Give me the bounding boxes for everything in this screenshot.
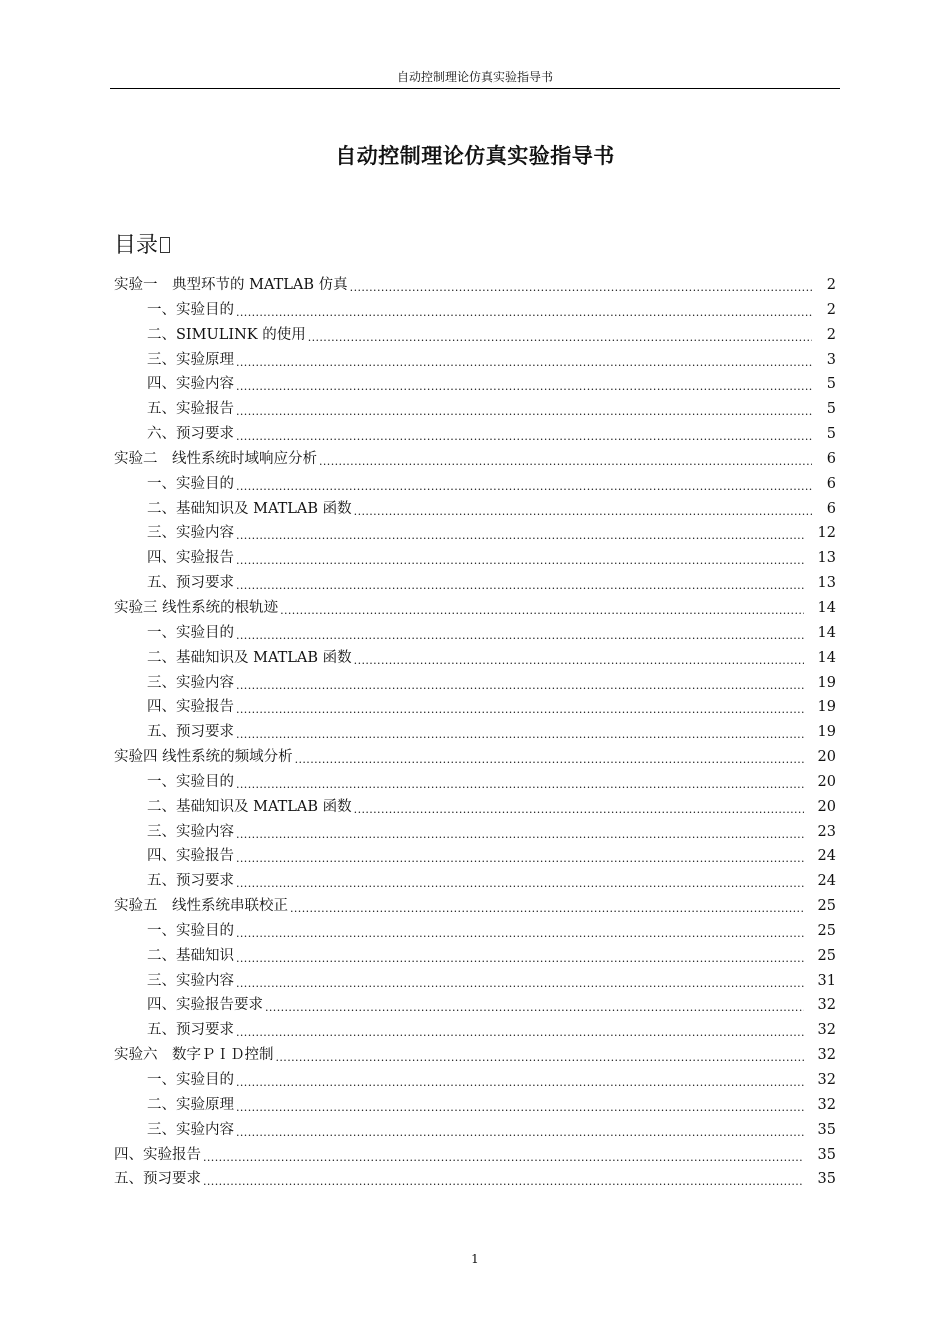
toc-leader-dots [236,403,812,419]
toc-entry-page: 5 [826,376,836,393]
toc-entry-page: 32 [817,1047,836,1064]
toc-entry-title: 四、实验报告要求 [147,997,263,1014]
toc-heading-text: 目录 [114,233,159,258]
toc-subentry[interactable] [114,298,836,323]
toc-leader-dots [236,1124,804,1140]
toc-entry-title: 二、基础知识及 MATLAB 函数 [147,798,352,815]
toc-entry-page: 35 [817,1121,836,1138]
toc-entry-page: 35 [817,1171,836,1188]
toc-leader-dots [276,1049,805,1065]
toc-entry-page: 19 [817,699,836,716]
toc-entry-page: 5 [826,401,836,418]
toc-subentry[interactable] [114,646,836,671]
toc-entry-page: 20 [817,773,836,790]
toc-entry-page: 31 [817,972,836,989]
toc-leader-dots [290,900,804,916]
toc-subentry[interactable] [114,348,836,373]
toc-leader-dots [236,1024,804,1040]
toc-entry-title: 五、预习要求 [147,873,234,890]
toc-entry-page: 25 [817,922,836,939]
toc-subentry[interactable] [114,521,836,546]
toc-entry[interactable] [114,596,836,621]
toc-entry-title: 二、基础知识及 MATLAB 函数 [147,649,352,666]
toc-entry-title: 实验五 线性系统串联校正 [114,898,288,915]
toc-entry-page: 6 [826,475,836,492]
toc-subentry[interactable] [114,720,836,745]
toc-leader-dots [203,1149,804,1165]
toc-entry-title: 四、实验报告 [147,848,234,865]
toc-leader-dots [236,826,804,842]
toc-entry[interactable] [114,273,836,298]
toc-entry[interactable] [114,894,836,919]
toc-leader-dots [236,627,804,643]
toc-entry-page: 3 [826,351,836,368]
toc-entry-title: 二、基础知识 [147,947,234,964]
toc-subentry[interactable] [114,571,836,596]
toc-leader-dots [236,701,804,717]
toc-entry-page: 24 [817,848,836,865]
toc-entry-title: 二、基础知识及 MATLAB 函数 [147,500,352,517]
toc-leader-dots [236,378,812,394]
toc-leader-dots [236,478,812,494]
toc-leader-dots [236,1074,804,1090]
toc-subentry[interactable] [114,1118,836,1143]
toc-entry-title: 一、实验目的 [147,1072,234,1088]
toc-subentry[interactable] [114,919,836,944]
toc-entry-page: 14 [817,624,836,641]
toc-entry-page: 13 [817,575,836,592]
toc-leader-dots [236,577,804,593]
toc-entry-title: 二、实验原理 [147,1096,234,1113]
toc-subentry[interactable] [114,820,836,845]
toc-subentry[interactable] [114,621,836,646]
toc-subentry[interactable] [114,844,836,869]
toc-leader-dots [236,726,804,742]
toc-entry-page: 25 [817,947,836,964]
toc-entry-title: 三、实验内容 [147,972,234,989]
toc-entry-title: 五、预习要求 [147,1022,234,1039]
toc-entry-page: 32 [817,1022,836,1039]
toc-entry-title: 六、预习要求 [147,426,234,443]
toc-entry-title: 五、预习要求 [114,1171,201,1188]
toc-entry-page: 25 [817,898,836,915]
toc-subentry[interactable] [114,372,836,397]
toc-subentry[interactable] [114,944,836,969]
toc-entry-title: 实验六 数字ＰＩＤ控制 [114,1047,274,1064]
toc-entry-page: 6 [826,500,836,517]
toc-leader-dots [280,602,804,618]
toc-entry-title: 二、SIMULINK 的使用 [147,326,306,343]
toc-leader-dots [265,999,804,1015]
toc-entry-page: 5 [826,426,836,443]
toc-entry-page: 32 [817,1096,836,1113]
table-of-contents [114,273,836,1192]
toc-leader-dots [236,304,812,320]
toc-entry[interactable] [114,1167,836,1192]
toc-subentry[interactable] [114,472,836,497]
toc-leader-dots [350,279,812,295]
toc-leader-dots [295,751,804,767]
toc-leader-dots [236,925,804,941]
toc-entry[interactable] [114,1143,836,1168]
toc-entry-page: 6 [826,450,836,467]
toc-entry-title: 五、预习要求 [147,575,234,592]
toc-entry-title: 一、实验目的 [147,624,234,641]
toc-entry-title: 三、实验内容 [147,674,234,691]
toc-entry-page: 2 [826,277,836,293]
toc-leader-dots [236,354,812,370]
toc-subentry[interactable] [114,969,836,994]
toc-entry-title: 三、实验原理 [147,351,234,368]
toc-subentry[interactable] [114,671,836,696]
toc-entry-title: 一、实验目的 [147,922,234,939]
toc-entry-title: 一、实验目的 [147,301,234,318]
running-header: 自动控制理论仿真实验指导书 [110,68,840,89]
toc-subentry[interactable] [114,1068,836,1093]
toc-entry-page: 20 [817,798,836,815]
toc-entry-page: 19 [817,724,836,741]
toc-subentry[interactable] [114,770,836,795]
toc-entry-page: 20 [817,749,836,766]
toc-entry-title: 五、实验报告 [147,401,234,418]
toc-entry-title: 四、实验报告 [147,550,234,567]
toc-entry-page: 23 [817,823,836,840]
toc-entry-title: 四、实验报告 [114,1146,201,1163]
page-number: 1 [471,1252,479,1266]
document-title: 自动控制理论仿真实验指导书 [335,144,615,168]
toc-entry-page: 2 [826,301,836,318]
toc-entry-title: 实验四 线性系统的频域分析 [114,749,293,766]
toc-subentry[interactable] [114,422,836,447]
toc-entry[interactable] [114,745,836,770]
toc-leader-dots [236,552,804,568]
toc-subentry[interactable] [114,1093,836,1118]
toc-entry-page: 24 [817,873,836,890]
toc-entry-page: 2 [826,326,836,343]
toc-entry-title: 实验一 典型环节的 MATLAB 仿真 [114,277,348,293]
toc-entry-title: 四、实验报告 [147,699,234,716]
toc-subentry[interactable] [114,1018,836,1043]
toc-entry-page: 32 [817,997,836,1014]
toc-leader-dots [236,975,804,991]
toc-subentry[interactable] [114,323,836,348]
toc-entry-page: 13 [817,550,836,567]
toc-entry-title: 三、实验内容 [147,1121,234,1138]
toc-leader-dots [354,503,812,519]
toc-entry[interactable] [114,447,836,472]
toc-entry-page: 32 [817,1072,836,1088]
toc-entry-title: 五、预习要求 [147,724,234,741]
toc-entry-page: 14 [817,649,836,666]
toc-entry-title: 一、实验目的 [147,773,234,790]
toc-leader-dots [236,677,804,693]
toc-subentry[interactable] [114,993,836,1018]
toc-leader-dots [236,776,804,792]
toc-entry-title: 实验三 线性系统的根轨迹 [114,599,279,616]
toc-subentry[interactable] [114,869,836,894]
toc-leader-dots [319,453,812,469]
toc-entry-page: 14 [817,599,836,616]
toc-entry-title: 三、实验内容 [147,823,234,840]
toc-subentry[interactable] [114,497,836,522]
toc-leader-dots [236,428,812,444]
toc-subentry[interactable] [114,546,836,571]
toc-leader-dots [236,1099,804,1115]
toc-entry[interactable] [114,1043,836,1068]
toc-entry-title: 四、实验内容 [147,376,234,393]
toc-entry-title: 实验二 线性系统时域响应分析 [114,450,317,467]
toc-leader-dots [236,950,804,966]
toc-leader-dots [236,850,804,866]
toc-subentry[interactable] [114,397,836,422]
toc-entry-page: 19 [817,674,836,691]
missing-glyph-icon [160,237,170,253]
toc-entry-title: 三、实验内容 [147,525,234,542]
toc-leader-dots [203,1173,804,1189]
toc-leader-dots [354,801,804,817]
toc-subentry[interactable] [114,795,836,820]
toc-entry-title: 一、实验目的 [147,475,234,492]
toc-leader-dots [236,875,804,891]
toc-leader-dots [308,329,812,345]
toc-subentry[interactable] [114,695,836,720]
toc-leader-dots [236,527,804,543]
toc-entry-page: 12 [817,525,836,542]
toc-heading [114,228,170,259]
toc-leader-dots [354,652,804,668]
toc-entry-page: 35 [817,1146,836,1163]
